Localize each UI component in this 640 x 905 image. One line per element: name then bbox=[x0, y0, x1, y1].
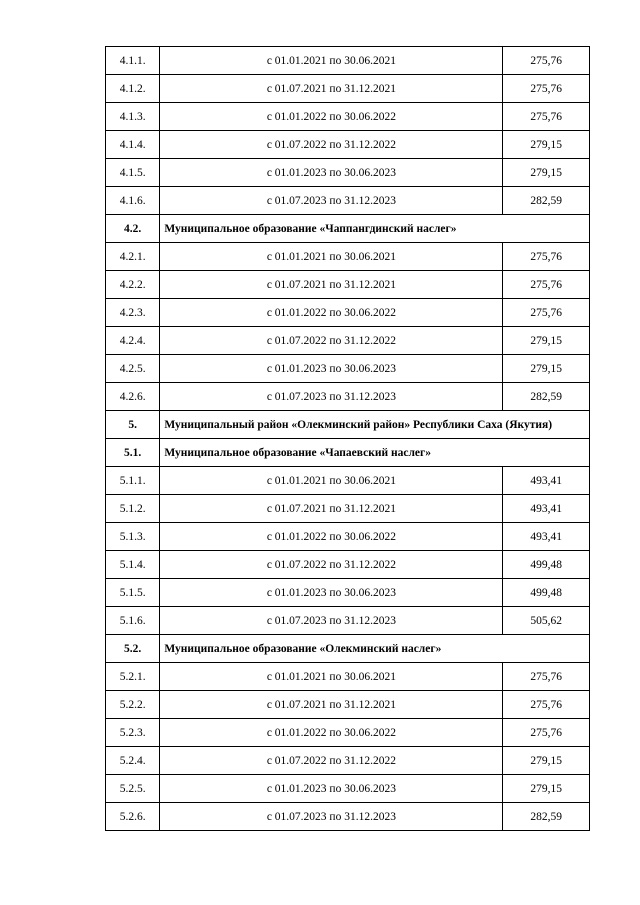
table-row bbox=[106, 551, 590, 579]
row-number: 4.2.6. bbox=[106, 383, 160, 411]
row-number: 4.1.3. bbox=[106, 103, 160, 131]
row-period: с 01.01.2022 по 30.06.2022 bbox=[160, 103, 503, 131]
row-value: 279,15 bbox=[503, 131, 590, 159]
section-title: Муниципальное образование «Чапаевский наслег» bbox=[160, 439, 590, 467]
table-row bbox=[106, 299, 590, 327]
table-row bbox=[106, 691, 590, 719]
section-title: Муниципальный район «Олекминский район» Республики Саха (Якутия) bbox=[160, 411, 590, 439]
row-number: 5.1.6. bbox=[106, 607, 160, 635]
table-row bbox=[106, 663, 590, 691]
row-number: 5.2.5. bbox=[106, 775, 160, 803]
row-value: 275,76 bbox=[503, 719, 590, 747]
table-row bbox=[106, 579, 590, 607]
row-number: 4.2.1. bbox=[106, 243, 160, 271]
table-row bbox=[106, 607, 590, 635]
row-number: 4.1.5. bbox=[106, 159, 160, 187]
table-row bbox=[106, 187, 590, 215]
row-value: 282,59 bbox=[503, 383, 590, 411]
row-period: с 01.07.2022 по 31.12.2022 bbox=[160, 551, 503, 579]
row-period: с 01.07.2021 по 31.12.2021 bbox=[160, 691, 503, 719]
section-row bbox=[106, 215, 590, 243]
row-value: 282,59 bbox=[503, 803, 590, 831]
row-number: 4.2.4. bbox=[106, 327, 160, 355]
row-period: с 01.01.2021 по 30.06.2021 bbox=[160, 243, 503, 271]
table-row bbox=[106, 383, 590, 411]
table-row bbox=[106, 103, 590, 131]
row-period: с 01.07.2021 по 31.12.2021 bbox=[160, 495, 503, 523]
row-period: с 01.07.2023 по 31.12.2023 bbox=[160, 187, 503, 215]
row-period: с 01.01.2021 по 30.06.2021 bbox=[160, 467, 503, 495]
row-number: 5.1.2. bbox=[106, 495, 160, 523]
table-row bbox=[106, 719, 590, 747]
row-value: 275,76 bbox=[503, 663, 590, 691]
row-period: с 01.01.2023 по 30.06.2023 bbox=[160, 579, 503, 607]
row-period: с 01.01.2023 по 30.06.2023 bbox=[160, 775, 503, 803]
row-value: 493,41 bbox=[503, 495, 590, 523]
row-number: 5.2.4. bbox=[106, 747, 160, 775]
row-number: 5.1.1. bbox=[106, 467, 160, 495]
row-period: с 01.07.2022 по 31.12.2022 bbox=[160, 131, 503, 159]
row-period: с 01.07.2021 по 31.12.2021 bbox=[160, 75, 503, 103]
table-row bbox=[106, 747, 590, 775]
row-value: 275,76 bbox=[503, 75, 590, 103]
row-value: 275,76 bbox=[503, 103, 590, 131]
table-row bbox=[106, 131, 590, 159]
row-value: 279,15 bbox=[503, 775, 590, 803]
row-period: с 01.01.2022 по 30.06.2022 bbox=[160, 299, 503, 327]
section-row bbox=[106, 411, 590, 439]
section-number: 5.1. bbox=[106, 439, 160, 467]
row-value: 499,48 bbox=[503, 579, 590, 607]
table-row bbox=[106, 271, 590, 299]
row-period: с 01.07.2023 по 31.12.2023 bbox=[160, 383, 503, 411]
section-row bbox=[106, 635, 590, 663]
table-row bbox=[106, 47, 590, 75]
row-number: 5.2.6. bbox=[106, 803, 160, 831]
table-row bbox=[106, 355, 590, 383]
table-row bbox=[106, 495, 590, 523]
row-value: 505,62 bbox=[503, 607, 590, 635]
table-row bbox=[106, 803, 590, 831]
section-number: 5. bbox=[106, 411, 160, 439]
row-value: 275,76 bbox=[503, 271, 590, 299]
row-period: с 01.07.2021 по 31.12.2021 bbox=[160, 271, 503, 299]
row-period: с 01.07.2022 по 31.12.2022 bbox=[160, 747, 503, 775]
row-value: 279,15 bbox=[503, 327, 590, 355]
row-number: 4.1.1. bbox=[106, 47, 160, 75]
row-number: 4.1.6. bbox=[106, 187, 160, 215]
row-value: 493,41 bbox=[503, 467, 590, 495]
table-row bbox=[106, 75, 590, 103]
row-period: с 01.01.2022 по 30.06.2022 bbox=[160, 523, 503, 551]
table-row bbox=[106, 775, 590, 803]
row-value: 499,48 bbox=[503, 551, 590, 579]
row-value: 279,15 bbox=[503, 355, 590, 383]
row-period: с 01.07.2023 по 31.12.2023 bbox=[160, 607, 503, 635]
table-row bbox=[106, 467, 590, 495]
table-row bbox=[106, 523, 590, 551]
table-row bbox=[106, 243, 590, 271]
row-value: 493,41 bbox=[503, 523, 590, 551]
row-period: с 01.01.2021 по 30.06.2021 bbox=[160, 47, 503, 75]
row-number: 4.2.3. bbox=[106, 299, 160, 327]
row-period: с 01.01.2023 по 30.06.2023 bbox=[160, 355, 503, 383]
row-number: 5.1.5. bbox=[106, 579, 160, 607]
row-number: 5.1.4. bbox=[106, 551, 160, 579]
row-period: с 01.01.2022 по 30.06.2022 bbox=[160, 719, 503, 747]
section-row bbox=[106, 439, 590, 467]
row-period: с 01.01.2023 по 30.06.2023 bbox=[160, 159, 503, 187]
section-title: Муниципальное образование «Чаппангдинский наслег» bbox=[160, 215, 590, 243]
section-number: 4.2. bbox=[106, 215, 160, 243]
row-period: с 01.07.2022 по 31.12.2022 bbox=[160, 327, 503, 355]
row-number: 5.1.3. bbox=[106, 523, 160, 551]
row-number: 5.2.2. bbox=[106, 691, 160, 719]
row-number: 4.1.4. bbox=[106, 131, 160, 159]
row-number: 4.2.2. bbox=[106, 271, 160, 299]
row-value: 282,59 bbox=[503, 187, 590, 215]
row-number: 4.1.2. bbox=[106, 75, 160, 103]
row-value: 279,15 bbox=[503, 747, 590, 775]
row-number: 5.2.1. bbox=[106, 663, 160, 691]
section-title: Муниципальное образование «Олекминский наслег» bbox=[160, 635, 590, 663]
row-value: 275,76 bbox=[503, 299, 590, 327]
section-number: 5.2. bbox=[106, 635, 160, 663]
tariff-table bbox=[105, 46, 590, 831]
tariff-table-body bbox=[106, 47, 590, 831]
row-value: 275,76 bbox=[503, 47, 590, 75]
row-number: 5.2.3. bbox=[106, 719, 160, 747]
table-row bbox=[106, 159, 590, 187]
row-period: с 01.07.2023 по 31.12.2023 bbox=[160, 803, 503, 831]
row-value: 275,76 bbox=[503, 243, 590, 271]
table-row bbox=[106, 327, 590, 355]
row-value: 275,76 bbox=[503, 691, 590, 719]
row-value: 279,15 bbox=[503, 159, 590, 187]
row-number: 4.2.5. bbox=[106, 355, 160, 383]
row-period: с 01.01.2021 по 30.06.2021 bbox=[160, 663, 503, 691]
